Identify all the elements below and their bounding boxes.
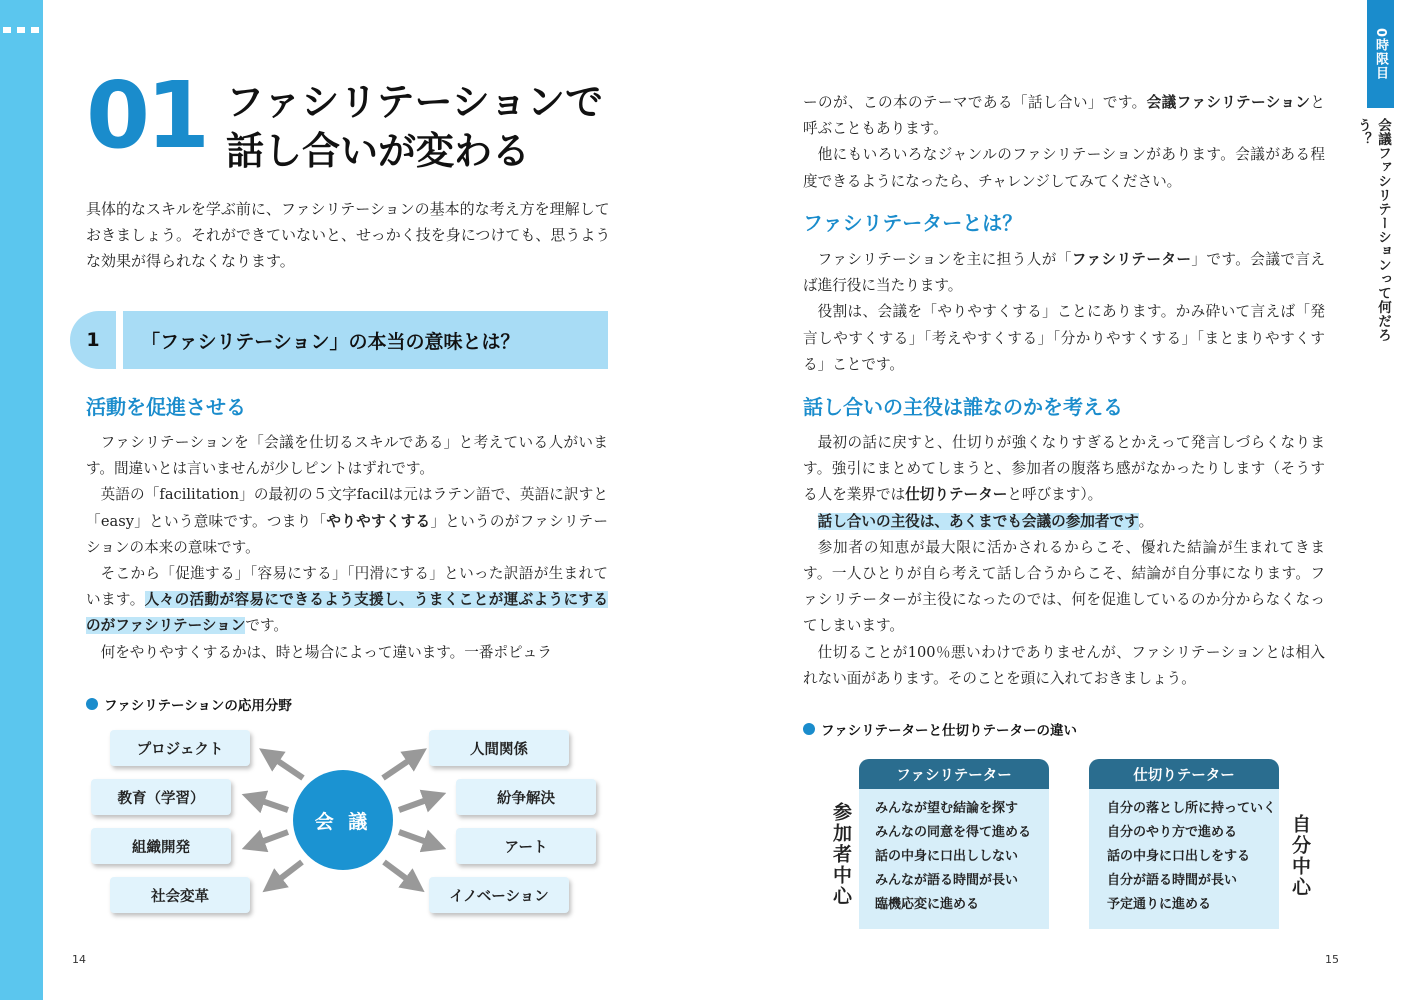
chapter-tab: 0時限目 bbox=[1367, 0, 1394, 108]
list-item: 臨機応変に進める bbox=[875, 897, 980, 912]
subheading-protagonist: 話し合いの主役は誰なのかを考える bbox=[803, 395, 1123, 419]
column-head-facilitator: ファシリテーター bbox=[859, 759, 1049, 789]
page-number-left: 14 bbox=[72, 953, 86, 966]
subheading-facilitator: ファシリテーターとは？ bbox=[803, 211, 1023, 235]
box-human-relations: 人間関係 bbox=[429, 730, 569, 766]
arrow-icon bbox=[253, 832, 288, 845]
paragraph: 仕切ることが100％悪いわけでありませんが、ファシリテーションとは相入れない面があります。そのことを頭に入れておきましょう。 bbox=[803, 643, 1325, 687]
box-social-change: 社会変革 bbox=[110, 877, 250, 913]
list-item: みんなの同意を得て進める bbox=[875, 825, 1032, 840]
figure-caption-right: ファシリテーターと仕切りテーターの違い bbox=[803, 719, 1077, 739]
list-item: 話の中身に口出しをする bbox=[1107, 849, 1251, 864]
label-participant-centered: 参加者中心 bbox=[830, 802, 852, 907]
right-body-mid bbox=[803, 247, 1325, 378]
column-body-shikiri bbox=[1089, 789, 1279, 929]
highlighted-text: 人々の活動が容易にできるよう支援し、うまくことが運ぶようにするのがファシリテーション bbox=[86, 591, 608, 635]
box-org-development: 組織開発 bbox=[91, 828, 231, 864]
box-innovation: イノベーション bbox=[429, 877, 569, 913]
chapter-title-line2: 話し合いが変わる bbox=[226, 129, 531, 174]
paragraph: そこから「促進する」「容易にする」「円滑にする」といった訳語が生まれています。人々の活動が容易にできるよう支援し、うまくことが運ぶようにするのがファシリテーションです。 bbox=[86, 565, 608, 635]
arrow-icon bbox=[399, 832, 435, 845]
column-head-shikiri: 仕切りテーター bbox=[1089, 759, 1279, 789]
right-body-bottom bbox=[803, 430, 1325, 692]
chapter-title bbox=[226, 78, 603, 177]
list-item: 話の中身に口出ししない bbox=[875, 849, 1019, 864]
arrow-icon bbox=[399, 797, 435, 810]
arrow-icon bbox=[272, 862, 302, 885]
intro-text: 具体的なスキルを学ぶ前に、ファシリテーションの基本的な考え方を理解しておきましょう。それができていないと、せっかく技を身につけても、思うような効果が得られなくなります。 bbox=[86, 200, 611, 270]
arrow-icon bbox=[384, 862, 415, 885]
paragraph: 何をやりやすくするかは、時と場合によって違います。一番ポピュラ bbox=[100, 643, 552, 661]
section-heading bbox=[70, 311, 608, 369]
box-dispute-resolution: 紛争解決 bbox=[456, 779, 596, 815]
left-edge-band bbox=[0, 0, 43, 1000]
paragraph: 最初の話に戻すと、仕切りが強くなりすぎるとかえって発言しづらくなります。強引にまとめてしまうと、参加者の腹落ち感がなかったりします（そうする人を業界では仕切りテーターと呼びます）。 bbox=[803, 434, 1325, 504]
section-number: 1 bbox=[70, 311, 116, 369]
box-art: アート bbox=[456, 828, 596, 864]
paragraph: 話し合いの主役は、あくまでも会議の参加者です。 bbox=[817, 512, 1154, 530]
arrow-icon bbox=[269, 755, 303, 778]
label-self-centered: 自分中心 bbox=[1289, 814, 1311, 898]
chapter-number: 01 bbox=[86, 62, 207, 169]
list-item: 自分が語る時間が長い bbox=[1107, 873, 1238, 888]
arrow-icon bbox=[383, 755, 417, 778]
paragraph: ファシリテーションを主に担う人が「ファシリテーター」です。会議で言えば進行役に当たります。 bbox=[803, 251, 1325, 295]
arrow-icon bbox=[253, 798, 288, 810]
page-number-right: 15 bbox=[1325, 953, 1339, 966]
paragraph: 他にもいろいろなジャンルのファシリテーションがあります。会議がある程度できるようになったら、チャレンジしてみてください。 bbox=[803, 146, 1325, 190]
highlighted-text: 話し合いの主役は、あくまでも会議の参加者です bbox=[817, 512, 1139, 530]
center-meeting-circle: 会 議 bbox=[293, 770, 393, 870]
list-item: 予定通りに進める bbox=[1107, 897, 1212, 912]
bullet-dot-icon bbox=[86, 698, 98, 710]
paragraph: ファシリテーションを「会議を仕切るスキルである」と考えている人がいます。間違いとは言いませんが少しピントはずれです。 bbox=[86, 434, 608, 478]
box-education: 教育（学習） bbox=[91, 779, 231, 815]
vertical-running-title: 会議ファシリテーションって何だろう？ bbox=[1355, 118, 1391, 342]
list-item: 自分の落とし所に持っていく bbox=[1107, 801, 1277, 816]
chapter-title-line1: ファシリテーションで bbox=[226, 80, 603, 124]
left-body-text bbox=[86, 430, 608, 666]
column-body-facilitator bbox=[859, 789, 1049, 929]
list-item: みんなが語る時間が長い bbox=[875, 873, 1019, 888]
left-edge-dots bbox=[3, 27, 39, 33]
figure-caption-left: ファシリテーションの応用分野 bbox=[86, 694, 292, 714]
paragraph: 英語の「facilitation」の最初の５文字facilは元はラテン語で、英語に訳すと「easy」という意味です。つまり「やりやすくする」というのがファシリテーションの本来の意味です。 bbox=[86, 486, 609, 556]
paragraph: 役割は、会議を「やりやすくする」ことにあります。かみ砕いて言えば「発言しやすくする」「考えやすくする」「分かりやすくする」「まとまりやすくする」ことです。 bbox=[803, 303, 1325, 373]
section-label: 「ファシリテーション」の本当の意味とは？ bbox=[123, 311, 608, 369]
right-body-top bbox=[803, 90, 1325, 195]
paragraph: ーのが、この本のテーマである「話し合い」です。会議ファシリテーションと呼ぶこともあります。 bbox=[803, 94, 1325, 138]
bullet-dot-icon bbox=[803, 723, 815, 735]
subheading-promote: 活動を促進させる bbox=[86, 395, 246, 419]
paragraph: 参加者の知恵が最大限に活かされるからこそ、優れた結論が生まれてきます。一人ひとりが自ら考えて話し合うからこそ、結論が自分事になります。ファシリテーターが主役になったのでは、何を促進しているのか分からなくなってしまいます。 bbox=[803, 538, 1325, 635]
list-item: みんなが望む結論を探す bbox=[875, 801, 1019, 816]
box-project: プロジェクト bbox=[110, 730, 250, 766]
list-item: 自分のやり方で進める bbox=[1107, 825, 1238, 840]
